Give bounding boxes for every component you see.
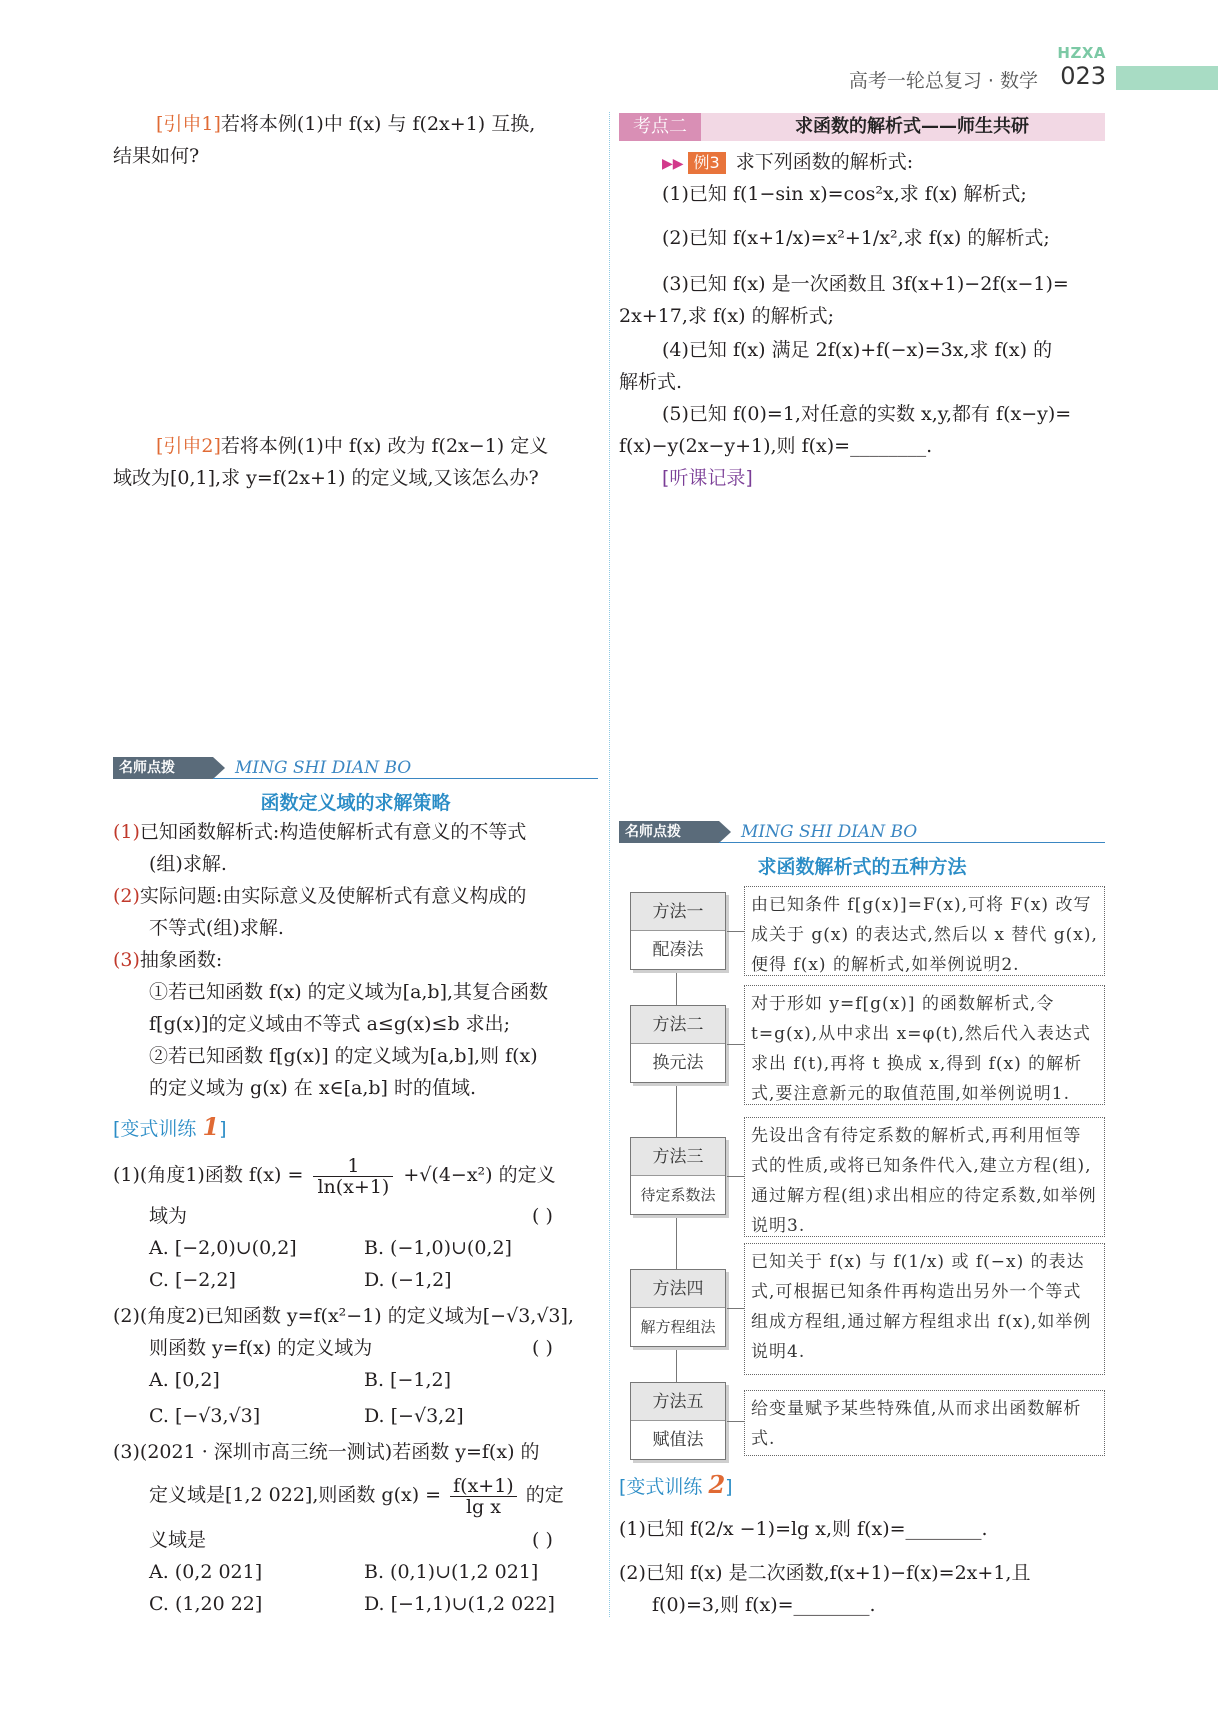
q3-fraction: $\frac{f(x+1)}{\text{lg x}}$ bbox=[450, 1476, 517, 1517]
yinshen-1-tag: [引申1] bbox=[156, 113, 221, 135]
method-2-box: 方法二 换元法 bbox=[630, 1005, 726, 1083]
method-4-box: 方法四 解方程组法 bbox=[630, 1269, 726, 1347]
listen-record: [听课记录] bbox=[662, 467, 753, 489]
q1-fraction: $\frac{1}{\ln(x+1)}$ bbox=[313, 1156, 393, 1197]
strategy-3a: ①若已知函数 f(x) 的定义域为[a,b],其复合函数 bbox=[149, 981, 549, 1003]
method-5-box: 方法五 赋值法 bbox=[630, 1382, 726, 1460]
method-1-desc: 由已知条件 f[g(x)]=F(x),可将 F(x) 改写成关于 g(x) 的表达式,然后以 x 替代 g(x),便得 f(x) 的解析式,如举例说明2. bbox=[744, 886, 1105, 976]
mingshi-en: MING SHI DIAN BO bbox=[235, 758, 412, 778]
question-2-answer: ( ) bbox=[532, 1337, 553, 1359]
strategy-1-line2: (组)求解. bbox=[149, 853, 227, 875]
mingshi-title-right: 求函数解析式的五种方法 bbox=[757, 856, 967, 878]
strategy-3b-line2: 的定义域为 g(x) 在 x∈[a,b] 时的值域. bbox=[149, 1077, 477, 1099]
strategy-2: (2)实际问题:由实际意义及使解析式有意义构成的 bbox=[113, 885, 527, 907]
training-2-item-2: (2)已知 f(x) 是二次函数,f(x+1)−f(x)=2x+1,且 bbox=[619, 1562, 1031, 1584]
training-2-item-1: (1)已知 f(2/x −1)=lg x,则 f(x)=________. bbox=[619, 1518, 988, 1540]
question-3-answer: ( ) bbox=[532, 1529, 553, 1551]
question-1-line2: 域为 bbox=[149, 1205, 188, 1227]
mingshi-banner-right bbox=[619, 821, 1105, 843]
yinshen-1-text: 若将本例(1)中 f(x) 与 f(2x+1) 互换, bbox=[220, 113, 536, 135]
double-arrow-icon: ▶▶ bbox=[662, 156, 684, 172]
q1-option-a: A. [−2,0)∪(0,2] bbox=[149, 1237, 297, 1259]
q1-option-d: D. (−1,2] bbox=[364, 1269, 452, 1291]
question-3-line3: 义域是 bbox=[149, 1529, 207, 1551]
kaodian-banner bbox=[619, 113, 1105, 141]
mingshi-tag-right: 名师点拨 bbox=[619, 821, 719, 843]
method-4-desc: 已知关于 f(x) 与 f(1/x) 或 f(−x) 的表达式,可根据已知条件再构造出另外一个等式组成方程组,通过解方程组求出 f(x),如举例说明4. bbox=[744, 1243, 1105, 1375]
q2-option-c: C. [−√3,√3] bbox=[149, 1405, 261, 1427]
method-1-box: 方法一 配凑法 bbox=[630, 892, 726, 970]
question-2: (2)(角度2)已知函数 y=f(x²−1) 的定义域为[−√3,√3], bbox=[113, 1305, 574, 1327]
mingshi-tag: 名师点拨 bbox=[113, 757, 213, 779]
header-accent-bar bbox=[1116, 66, 1218, 90]
q2-option-d: D. [−√3,2] bbox=[364, 1405, 464, 1427]
column-divider bbox=[609, 112, 610, 1617]
question-2-line2: 则函数 y=f(x) 的定义域为 bbox=[149, 1337, 373, 1359]
example-item-1: (1)已知 f(1−sin x)=cos²x,求 f(x) 解析式; bbox=[662, 183, 1027, 205]
q1-option-b: B. (−1,0)∪(0,2] bbox=[364, 1237, 512, 1259]
question-1-answer: ( ) bbox=[532, 1205, 553, 1227]
yinshen-2 bbox=[156, 430, 548, 463]
mingshi-title-left: 函数定义域的求解策略 bbox=[260, 792, 451, 814]
question-1: (1)(角度1)函数 f(x) = $\frac{1}{\ln(x+1)}$ +√(4−x²) 的定义 bbox=[113, 1154, 556, 1198]
method-5-desc: 给变量赋予某些特殊值,从而求出函数解析式. bbox=[744, 1390, 1105, 1456]
page-header bbox=[0, 0, 1218, 100]
q3-option-c: C. (1,20 22] bbox=[149, 1593, 263, 1615]
yinshen-2-text: 若将本例(1)中 f(x) 改为 f(2x−1) 定义 bbox=[220, 435, 549, 457]
method-3-desc: 先设出含有待定系数的解析式,再利用恒等式的性质,或将已知条件代入,建立方程(组),通过解方程(组)求出相应的待定系数,如举例说明3. bbox=[744, 1117, 1105, 1237]
example-item-2: (2)已知 f(x+1/x)=x²+1/x²,求 f(x) 的解析式; bbox=[662, 227, 1050, 249]
q2-option-b: B. [−1,2] bbox=[364, 1369, 452, 1391]
question-3: (3)(2021 · 深圳市高三统一测试)若函数 y=f(x) 的 bbox=[113, 1441, 540, 1463]
q3-option-d: D. [−1,1)∪(1,2 022] bbox=[364, 1593, 555, 1615]
variant-training-1: [变式训练 1] bbox=[113, 1112, 227, 1141]
q2-option-a: A. [0,2] bbox=[149, 1369, 220, 1391]
question-3-line2: 定义域是[1,2 022],则函数 g(x) = $\frac{f(x+1)}{\text{lg x}}$ 的定 bbox=[149, 1474, 564, 1518]
mingshi-en-right: MING SHI DIAN BO bbox=[741, 822, 918, 842]
yinshen-1 bbox=[156, 108, 535, 141]
example-item-3-line2: 2x+17,求 f(x) 的解析式; bbox=[619, 305, 834, 327]
page-number: 023 bbox=[1060, 62, 1106, 90]
yinshen-2-line2: 域改为[0,1],求 y=f(2x+1) 的定义域,又该怎么办? bbox=[113, 467, 539, 489]
strategy-2-line2: 不等式(组)求解. bbox=[149, 917, 284, 939]
strategy-3b: ②若已知函数 f[g(x)] 的定义域为[a,b],则 f(x) bbox=[149, 1045, 538, 1067]
yinshen-2-tag: [引申2] bbox=[156, 435, 221, 457]
yinshen-1-line2: 结果如何? bbox=[113, 145, 200, 167]
mingshi-banner-left bbox=[113, 757, 598, 779]
method-3-box: 方法三 待定系数法 bbox=[630, 1137, 726, 1215]
training-2-item-2-line2: f(0)=3,则 f(x)=________. bbox=[652, 1594, 876, 1616]
kaodian-tag: 考点二 bbox=[619, 113, 701, 141]
example-item-5-line2: f(x)−y(2x−y+1),则 f(x)=________. bbox=[619, 435, 933, 457]
method-2-desc: 对于形如 y=f[g(x)] 的函数解析式,令 t=g(x),从中求出 x=φ(t),然后代入表达式求出 f(t),再将 t 换成 x,得到 f(x) 的解析式,要注意新元的取值范围,如举例说明1. bbox=[744, 985, 1105, 1105]
example-3-heading: ▶▶ 例3 求下列函数的解析式: bbox=[662, 151, 914, 173]
q3-option-a: A. (0,2 021] bbox=[149, 1561, 263, 1583]
example-item-5: (5)已知 f(0)=1,对任意的实数 x,y,都有 f(x−y)= bbox=[662, 403, 1072, 425]
example-item-4-line2: 解析式. bbox=[619, 371, 683, 393]
example-item-4: (4)已知 f(x) 满足 2f(x)+f(−x)=3x,求 f(x) 的 bbox=[662, 339, 1053, 361]
q1-option-c: C. [−2,2] bbox=[149, 1269, 236, 1291]
example-tag: 例3 bbox=[688, 152, 726, 174]
example-item-3: (3)已知 f(x) 是一次函数且 3f(x+1)−2f(x−1)= bbox=[662, 273, 1069, 295]
strategy-3a-line2: f[g(x)]的定义域由不等式 a≤g(x)≤b 求出; bbox=[149, 1013, 511, 1035]
strategy-1: (1)已知函数解析式:构造使解析式有意义的不等式 bbox=[113, 821, 527, 843]
variant-training-2: [变式训练 2] bbox=[619, 1470, 733, 1499]
brand-logo: HZXA bbox=[1057, 44, 1106, 62]
q3-option-b: B. (0,1)∪(1,2 021] bbox=[364, 1561, 539, 1583]
series-title: 高考一轮总复习 · 数学 bbox=[848, 70, 1038, 92]
strategy-3: (3)抽象函数: bbox=[113, 949, 223, 971]
kaodian-title: 求函数的解析式——师生共研 bbox=[795, 116, 1029, 137]
